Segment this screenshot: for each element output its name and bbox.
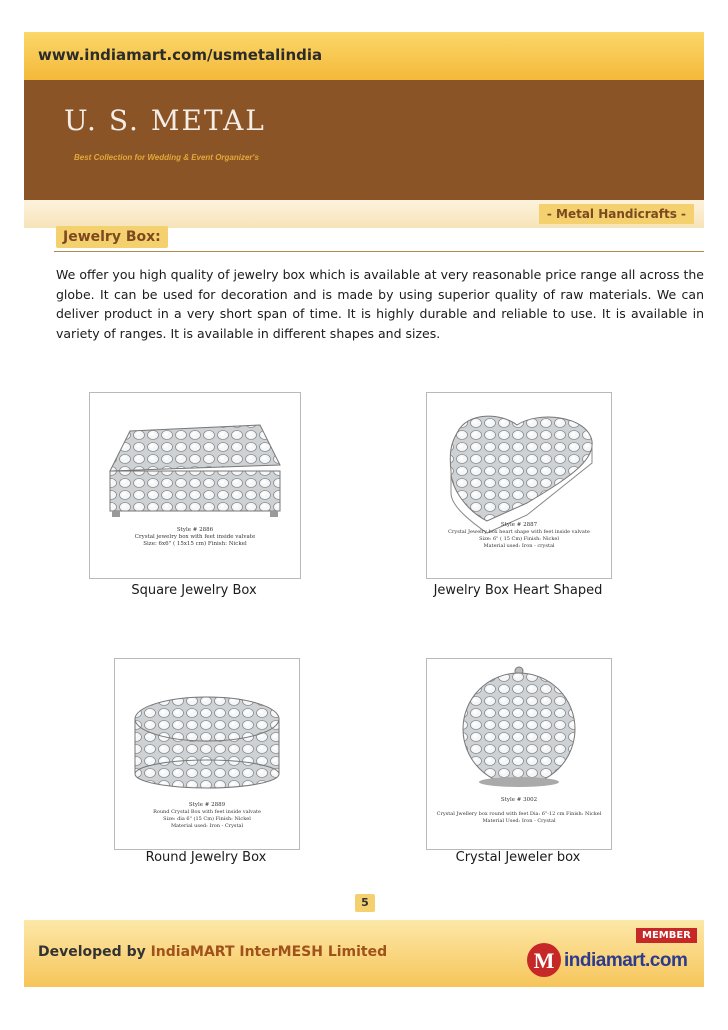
style-text-3: Size: 6" ( 15 Cm) Finish: Nickel bbox=[479, 536, 559, 542]
style-text-1: Style # 3002 bbox=[500, 797, 538, 803]
site-url[interactable]: www.indiamart.com/usmetalindia bbox=[38, 46, 323, 64]
style-text-1: Style # 2889 bbox=[188, 802, 226, 808]
product-image-heart-box[interactable] bbox=[426, 392, 612, 579]
style-text-2: Round Crystal Box with feet inside valvate bbox=[153, 809, 261, 815]
indiamart-logo-text: indiamart.com bbox=[564, 950, 688, 971]
style-text-3: Material Used: Iron - Crystal bbox=[482, 818, 556, 824]
company-tagline: Best Collection for Wedding & Event Organizer's bbox=[74, 153, 259, 162]
style-text-2: Crystal Jwellery box round with feet Dia: 6"-12 cm Finish: Nickel bbox=[436, 811, 602, 817]
indiamart-logo-icon bbox=[524, 940, 564, 980]
svg-text:M: M bbox=[533, 948, 555, 973]
product-caption: Round Jewelry Box bbox=[145, 850, 267, 865]
page-number: 5 bbox=[355, 894, 375, 912]
style-text-1: Style # 2886 bbox=[176, 527, 214, 533]
footer bbox=[24, 920, 704, 987]
product-caption: Crystal Jeweler box bbox=[455, 850, 581, 865]
url-bar bbox=[24, 32, 704, 80]
product-image-crystal-box[interactable] bbox=[426, 658, 612, 850]
style-text-2: Crystal jewelry box with feet inside valvate bbox=[134, 534, 256, 540]
company-name: U. S. METAL bbox=[64, 104, 266, 137]
section-description: We offer you high quality of jewelry box which is available at very reasonable price range all across the globe. It can be used for decoration and is made by using superior quality of raw materials. We can deliver product in a very short span of time. It is highly durable and reliable to use. It is available in variety of ranges. It is available in different shapes and sizes. bbox=[56, 267, 704, 341]
member-badge: MEMBER bbox=[636, 928, 697, 943]
style-text-4: Material used: Iron - crystal bbox=[483, 543, 555, 549]
category-bar bbox=[24, 200, 704, 228]
developed-by-label: Developed by bbox=[38, 944, 146, 960]
category-tag: - Metal Handicrafts - bbox=[539, 204, 694, 224]
product-caption: Jewelry Box Heart Shaped bbox=[433, 583, 603, 598]
product-caption: Square Jewelry Box bbox=[131, 583, 257, 598]
section-divider bbox=[54, 251, 704, 252]
style-text-4: Material used: Iron - Crystal bbox=[170, 823, 244, 829]
product-image-square-box[interactable] bbox=[89, 392, 301, 579]
product-image-round-box[interactable] bbox=[114, 658, 300, 850]
style-text-3: Size: dia 6" (15 Cm) Finish: Nickel bbox=[163, 816, 251, 822]
section-title: Jewelry Box: bbox=[56, 226, 168, 248]
style-text-1: Style # 2887 bbox=[500, 522, 538, 528]
style-text-3: Size: 6x6" ( 15x15 cm) Finish: Nickel bbox=[143, 541, 247, 547]
indiamart-logo[interactable] bbox=[524, 940, 696, 980]
company-banner bbox=[24, 80, 704, 200]
footer-credit bbox=[38, 944, 387, 960]
page bbox=[24, 32, 704, 987]
style-text-2: Crystal Jewelry box heart shape with feet inside valvate bbox=[448, 529, 590, 535]
developer-link[interactable]: IndiaMART InterMESH Limited bbox=[150, 944, 388, 960]
